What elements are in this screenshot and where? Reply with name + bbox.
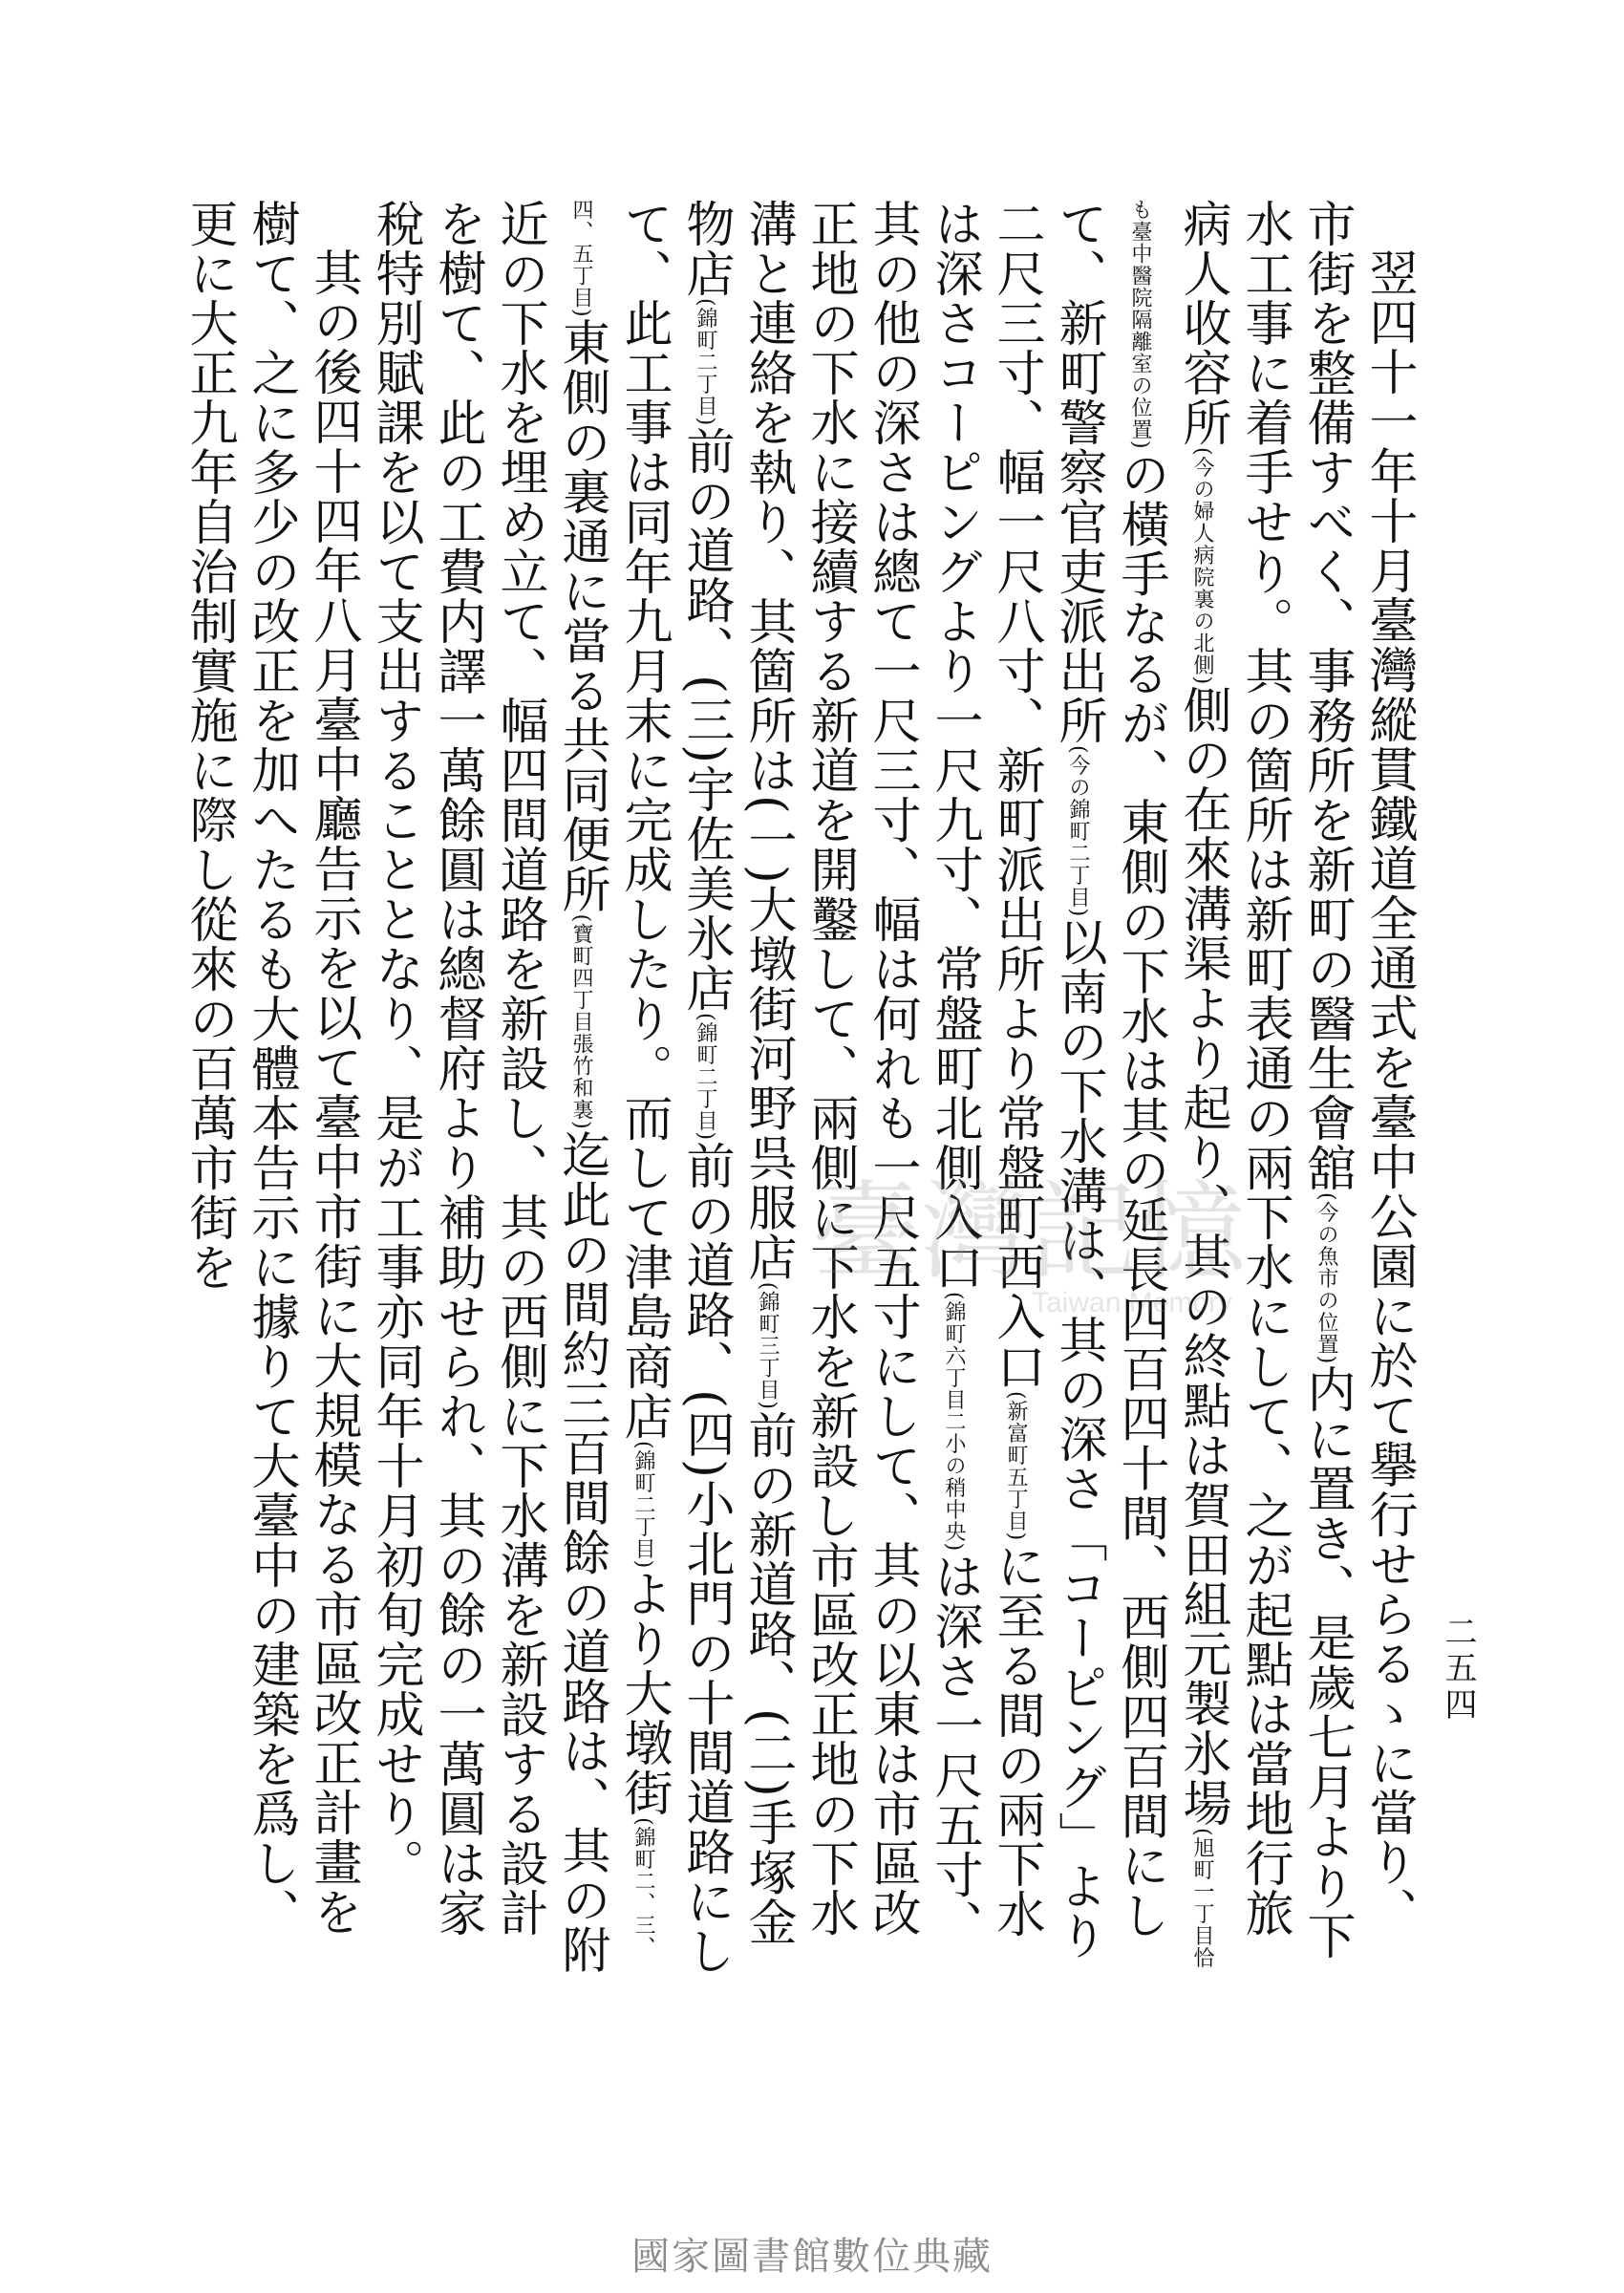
text-run: 東側の裏通に當る共同便所 — [553, 317, 609, 914]
text-run: に至る間の兩下水は深さコーピングより一尺九寸、常盤町北側入口 — [926, 199, 1044, 1939]
watermark-subtitle: Taiwan Memory — [1032, 1287, 1233, 1318]
text-run: 前の新道路、(二)手塚金物店 — [677, 199, 796, 1947]
text-run: は深さ一尺五寸、其の他の深さは總て一尺三寸、幅は何れも一尺五寸にして、其の以東は市區改正地の下水に接續する新道を開鑿して、兩側に下水を新設し市區改正地の下水溝と連絡を執り、其箇所は(一)大墩街河野呉服店 — [739, 199, 982, 1950]
annotation-note: (今の婦人病院裏の北側) — [1190, 447, 1214, 686]
annotation-note: (錦町二、三、四、五丁目) — [569, 199, 655, 1959]
text-run: の橫手なるが、東側の下水は其の延長四百四十間、西側四百間にして、新町警察官吏派出所 — [1050, 199, 1168, 1940]
watermark-logo — [812, 1170, 1309, 1333]
annotation-note: (新富町五丁目) — [1004, 1391, 1028, 1542]
paragraph-1 — [364, 199, 1420, 1985]
text-run: 翌四十一年十月臺灣縱貫鐵道全通式を臺中公園に於て擧行せらるゝに當り、市街を整備すべく、事務所を新町の醫生會舘 — [1298, 199, 1417, 1937]
annotation-note: (今の魚市の位置) — [1314, 1192, 1338, 1365]
body-text — [178, 199, 1420, 1985]
annotation-note: (旭町一丁目恰も臺中醫院隔離室の位置) — [1128, 199, 1214, 1969]
text-run: より大墩街 — [615, 1569, 672, 1818]
annotation-note: (寶町四丁目張竹和裏) — [569, 913, 593, 1130]
text-run: 内に置き、是歲七月より下水工事に着手せり。其の箇所は新町表通の兩下水にして、之が起點は當地行旅病人收容所 — [1174, 199, 1355, 1961]
paragraph-2 — [178, 199, 364, 1985]
annotation-note: (錦町二丁目) — [694, 298, 717, 427]
text-run: 側の在來溝渠より起り、其の終點は賀田組元製氷場 — [1174, 685, 1230, 1829]
annotation-note: (錦町二丁目) — [631, 1441, 655, 1570]
annotation-note: (錦町二丁目) — [694, 1012, 717, 1142]
text-run: 前の道路、(三)宇佐美氷店 — [677, 426, 734, 1013]
annotation-note: (錦町六丁目二小の稍中央) — [942, 1292, 966, 1553]
footer-source: 國家圖書館數位典藏 — [631, 2235, 993, 2279]
text-run: 其の後四十四年八月臺中廳告示を以て臺中市街に大規模なる市區改正計畫を樹て、之に多少の改正を加へたるも大體本告示に據りて大臺中の建築を爲し、更に大正九年自治制實施に際し從來の百萬市街を — [181, 199, 361, 1938]
text-run: 以南の下水溝は、其の深さ「コーピング」より二尺三寸、幅一尺八寸、新町派出所より常盤町西入口 — [988, 199, 1106, 1961]
watermark-title: 臺灣記憶 — [812, 1170, 1248, 1295]
annotation-note: (今の錦町二丁目) — [1066, 745, 1090, 918]
annotation-note: (錦町三丁目) — [756, 1281, 780, 1410]
text-run: 前の道路、(四)小北門の十間道路にして、此工事は同年九月末に完成したり。而して津島商店 — [615, 199, 734, 1976]
text-run: 迄此の間約三百間餘の道路は、其の附近の下水を埋め立て、幅四間道路を新設し、其の西側に下水溝を新設する設計を樹て、此の工費内譯一萬餘圓は總督府より補助せられ、其の餘の一萬圓は家稅特別賦課を以て支出することとなり、是が工事亦同年十月初旬完成せり。 — [367, 199, 609, 1975]
page-number: 二五四 — [1439, 1615, 1477, 1724]
